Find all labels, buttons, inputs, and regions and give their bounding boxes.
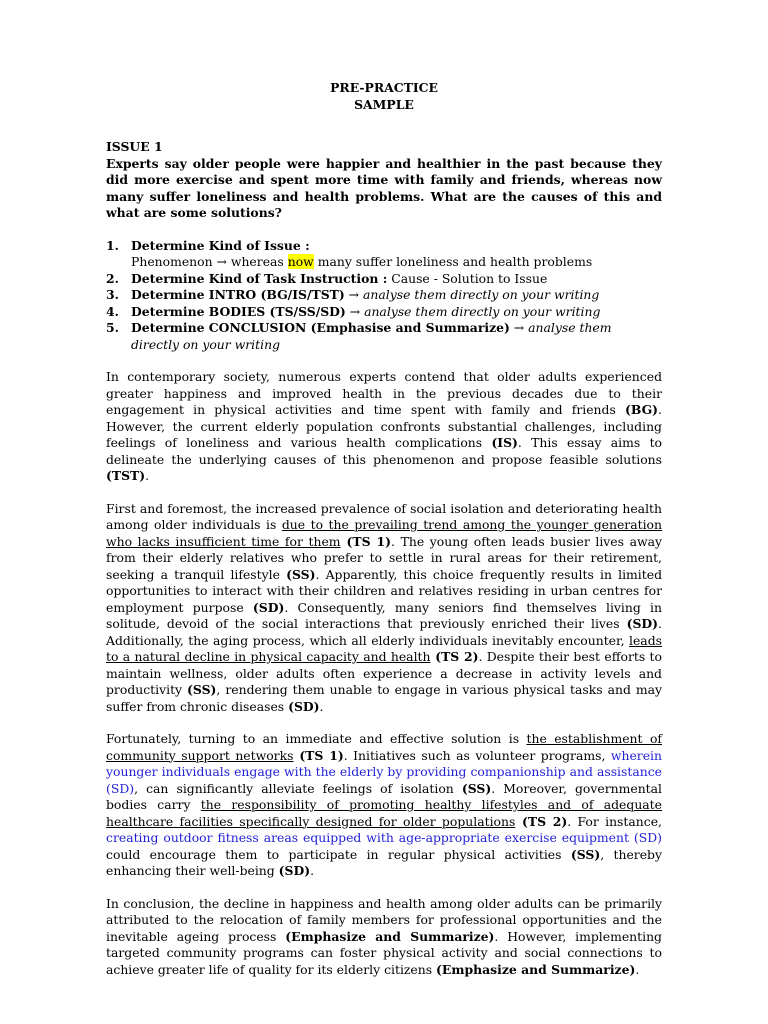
underlined-topic: the establishment of community support networks [106, 731, 662, 763]
text-run: . Apparently, this choice frequently results in limited opportunities to interact with their children and relatives residing in urban centres for employment purpose [106, 566, 662, 615]
intro-paragraph [106, 369, 662, 485]
tag-label: (SS) [461, 780, 492, 796]
text-run: . However, the current elderly population confronts substantial challenges, including feelings of loneliness and various health complications [106, 402, 662, 450]
doc-title-line2: SAMPLE [354, 96, 414, 112]
text-run: In conclusion, the decline in happiness and health among older adults can be primarily attributed to the relocation of family members for professional opportunities and the inevitable ageing process [106, 895, 662, 944]
step-sub-text: Phenomenon → whereas [131, 254, 288, 269]
step-label: Determine CONCLUSION (Emphasise and Summarize) [131, 320, 510, 335]
step-item [106, 238, 662, 255]
step-label: Determine Kind of Task Instruction : [131, 270, 388, 286]
body-paragraph-2 [106, 731, 662, 880]
text-run: . This essay aims to delineate the underlying causes of this phenomenon and propose feasible solutions [106, 435, 663, 467]
text-run: First and foremost, the increased prevalence of social isolation and deteriorating health among older individuals is [106, 500, 662, 532]
issue-label: ISSUE 1 [106, 139, 163, 154]
step-item [106, 287, 662, 304]
blue-highlight-text: creating outdoor fitness areas equipped with age-appropriate exercise equipment (SD) [106, 830, 662, 845]
text-run: . Additionally, the aging process, which all elderly individuals inevitably encounter, [106, 616, 662, 648]
step-note: analyse them directly on your writing [131, 320, 612, 352]
step-note: analyse them directly on your writing [364, 303, 601, 319]
tag-label: (SD) [288, 698, 320, 714]
issue-question: Experts say older people were happier and healthier in the past because they did more exercise and spent more time with family and friends, whereas now many suffer loneliness and health problems. What are the causes of this and what are some solutions? [106, 155, 662, 220]
step-item [106, 320, 662, 353]
step-arrow: → [345, 303, 365, 319]
tag-label: (TS 2) [430, 649, 479, 664]
text-run: In contemporary society, numerous experts contend that older adults experienced greater happiness and improved health in the previous decades due to their engagement in physical activities and time spent with family and friends [106, 369, 662, 417]
blue-highlight-text: wherein younger individuals engage with the elderly by providing companionship and assistance (SD) [106, 747, 662, 796]
tag-label: (TS 1) [340, 533, 392, 549]
text-run: , thereby enhancing their well-being [106, 846, 662, 878]
step-value: Cause - Solution to Issue [387, 270, 548, 286]
body-paragraph-1 [106, 501, 662, 716]
step-number: 4. [106, 303, 119, 319]
highlighted-word: now [287, 254, 314, 269]
step-sub-text: many suffer loneliness and health problems [313, 254, 593, 269]
tag-label: (IS) [491, 435, 518, 450]
step-item [106, 271, 662, 288]
steps-list [106, 238, 662, 354]
step-number: 3. [106, 287, 119, 302]
text-run: . Consequently, many seniors find themselves living in solitude, devoid of the social interactions that previously enriched their lives [106, 599, 662, 631]
tag-label: (BG) [625, 402, 659, 417]
step-label: Determine INTRO (BG/IS/TST) [131, 287, 345, 302]
underlined-topic: the responsibility of promoting healthy lifestyles and of adequate healthcare facilities specifically designed for older populations [106, 797, 662, 829]
step-label: Determine Kind of Issue : [131, 237, 310, 253]
tag-label: (TS 2) [515, 813, 568, 829]
step-number: 2. [106, 270, 119, 286]
text-run: . [145, 468, 150, 483]
text-run: could encourage them to participate in regular physical activities [106, 846, 571, 862]
text-run: . [319, 698, 324, 714]
text-run: Fortunately, turning to an immediate and effective solution is [106, 731, 527, 746]
step-arrow: → [509, 320, 529, 335]
step-label: Determine BODIES (TS/SS/SD) [131, 303, 346, 319]
tag-label: (TS 1) [293, 747, 344, 763]
underlined-topic: due to the prevailing trend among the younger generation who lacks insufficient time for them [106, 517, 663, 549]
text-run: . However, implementing targeted community programs can foster physical activity and social connections to achieve greater life of quality for its elderly citizens [106, 928, 662, 977]
text-run: . For instance, [567, 813, 662, 829]
tag-label: (TST) [106, 468, 146, 483]
step-number: 5. [106, 320, 119, 335]
tag-label: (SS) [286, 566, 316, 582]
tag-label: (Emphasize and Summarize) [285, 928, 495, 944]
text-run: . Moreover, governmental bodies carry [106, 780, 663, 812]
tag-label: (SD) [626, 616, 659, 631]
text-run: . The young often leads busier lives away from their elderly relatives who prefer to settle in rural areas for their retirement, seeking a tranquil lifestyle [106, 533, 662, 582]
tag-label: (SD) [252, 599, 285, 615]
text-run: . Despite their best efforts to maintain wellness, older adults often experience a decrease in activity levels and productivity [106, 649, 662, 697]
tag-label: (SS) [570, 846, 601, 862]
doc-title-line1: PRE-PRACTICE [330, 80, 438, 95]
underlined-topic: leads to a natural decline in physical capacity and health [106, 632, 662, 664]
text-run: , rendering them unable to engage in various physical tasks and may suffer from chronic diseases [106, 682, 662, 714]
text-run: . [310, 863, 315, 878]
tag-label: (SD) [278, 863, 311, 878]
tag-label: (Emphasize and Summarize) [436, 961, 636, 977]
tag-label: (SS) [187, 682, 217, 697]
text-run: , can significantly alleviate feelings of isolation [134, 780, 462, 796]
text-run: . [635, 961, 640, 977]
step-note: analyse them directly on your writing [363, 287, 600, 302]
text-run: . Initiatives such as volunteer programs, [343, 747, 611, 763]
step-sub-line [106, 254, 662, 271]
step-arrow: → [344, 287, 363, 302]
step-item [106, 304, 662, 321]
conclusion-paragraph [106, 896, 662, 979]
step-number: 1. [106, 237, 119, 253]
